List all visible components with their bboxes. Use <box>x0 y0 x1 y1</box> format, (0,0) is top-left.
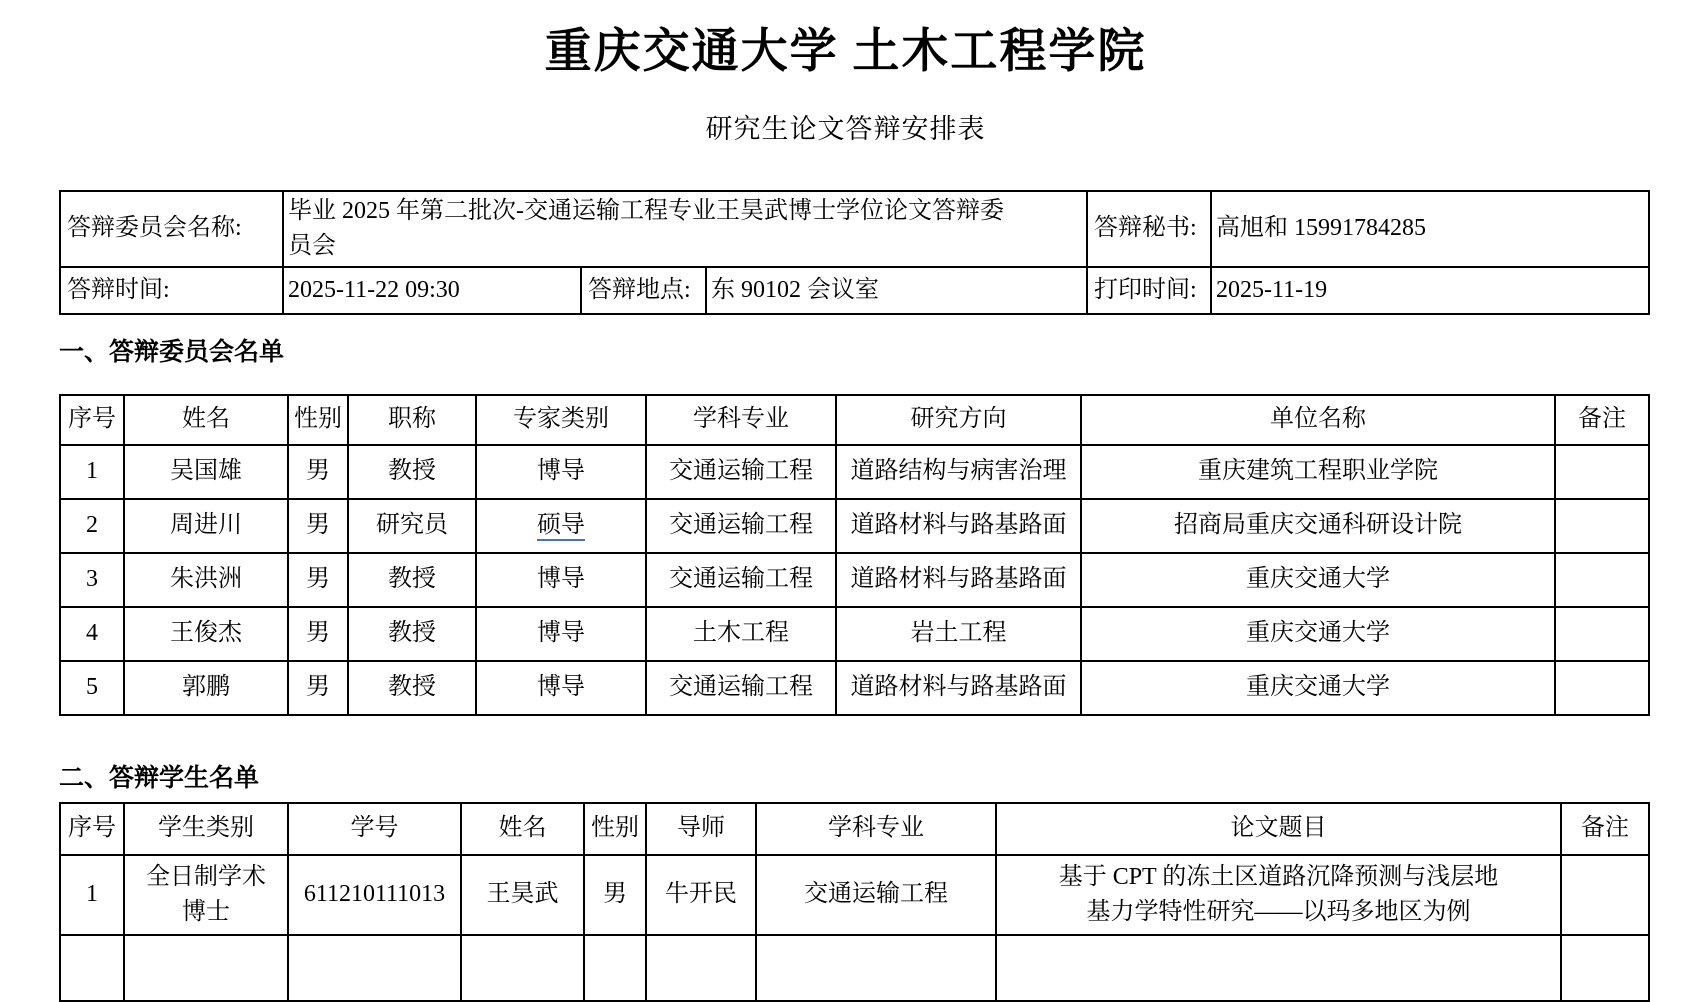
table-cell: 研究员 <box>348 499 476 553</box>
defense-time-value: 2025-11-22 09:30 <box>283 267 581 314</box>
table-cell: 道路材料与路基路面 <box>836 661 1081 715</box>
table-cell: 周进川 <box>124 499 288 553</box>
table-row <box>60 553 1649 607</box>
table-cell: 男 <box>584 855 646 935</box>
header-cell: 序号 <box>60 803 124 855</box>
table-cell: 重庆交通大学 <box>1081 553 1555 607</box>
header-cell: 学科专业 <box>756 803 996 855</box>
table-row <box>60 267 1649 314</box>
table-cell: 博导 <box>476 445 646 499</box>
table-cell: 道路材料与路基路面 <box>836 499 1081 553</box>
table-cell: 交通运输工程 <box>756 855 996 935</box>
committee-table <box>59 394 1650 716</box>
table-cell: 吴国雄 <box>124 445 288 499</box>
header-cell: 研究方向 <box>836 395 1081 445</box>
table-row <box>60 661 1649 715</box>
table-cell <box>584 935 646 1001</box>
header-cell: 学生类别 <box>124 803 288 855</box>
table-cell: 郭鹏 <box>124 661 288 715</box>
defense-location-label: 答辩地点: <box>581 267 706 314</box>
table-cell <box>124 855 288 935</box>
thesis-title-text: 基于 CPT 的冻土区道路沉降预测与浅层地基力学特性研究——以玛多地区为例 <box>1058 863 1499 925</box>
table-row <box>60 935 1649 1001</box>
table-cell: 博导 <box>476 553 646 607</box>
header-cell: 备注 <box>1561 803 1649 855</box>
table-cell <box>646 935 756 1001</box>
header-cell: 专家类别 <box>476 395 646 445</box>
table-cell <box>1555 661 1649 715</box>
table-cell: 交通运输工程 <box>646 445 836 499</box>
table-cell: 土木工程 <box>646 607 836 661</box>
table-cell: 男 <box>288 607 348 661</box>
table-row <box>60 855 1649 935</box>
table-row <box>60 607 1649 661</box>
table-cell: 道路结构与病害治理 <box>836 445 1081 499</box>
table-cell <box>1555 607 1649 661</box>
section-2-heading: 二、答辩学生名单 <box>59 763 260 792</box>
table-cell: 2 <box>60 499 124 553</box>
table-cell: 交通运输工程 <box>646 499 836 553</box>
table-cell: 牛开民 <box>646 855 756 935</box>
table-cell: 招商局重庆交通科研设计院 <box>1081 499 1555 553</box>
table-cell <box>996 855 1561 935</box>
print-time-value: 2025-11-19 <box>1211 267 1649 314</box>
table-cell: 男 <box>288 445 348 499</box>
table-cell <box>1561 935 1649 1001</box>
table-cell <box>60 935 124 1001</box>
print-time-label: 打印时间: <box>1087 267 1211 314</box>
table-cell: 朱洪洲 <box>124 553 288 607</box>
header-cell: 备注 <box>1555 395 1649 445</box>
header-cell: 学号 <box>288 803 461 855</box>
table-cell: 交通运输工程 <box>646 661 836 715</box>
table-cell: 王昊武 <box>461 855 584 935</box>
table-cell: 道路材料与路基路面 <box>836 553 1081 607</box>
table-cell: 教授 <box>348 607 476 661</box>
table-cell: 重庆建筑工程职业学院 <box>1081 445 1555 499</box>
secretary-value: 高旭和 15991784285 <box>1211 191 1649 267</box>
page-title: 重庆交通大学 土木工程学院 <box>544 26 1147 78</box>
header-cell: 导师 <box>646 803 756 855</box>
table-cell: 重庆交通大学 <box>1081 607 1555 661</box>
students-header-row <box>60 803 1649 855</box>
secretary-label: 答辩秘书: <box>1087 191 1211 267</box>
table-cell: 611210111013 <box>288 855 461 935</box>
header-cell: 性别 <box>584 803 646 855</box>
defense-info-table <box>59 190 1650 315</box>
table-cell: 岩土工程 <box>836 607 1081 661</box>
table-cell <box>756 935 996 1001</box>
table-row <box>60 499 1649 553</box>
table-cell: 1 <box>60 855 124 935</box>
table-cell <box>996 935 1561 1001</box>
header-cell: 序号 <box>60 395 124 445</box>
table-row <box>60 191 1649 267</box>
table-cell <box>1561 855 1649 935</box>
table-cell: 教授 <box>348 661 476 715</box>
table-cell: 5 <box>60 661 124 715</box>
students-table <box>59 802 1650 1002</box>
table-cell: 教授 <box>348 553 476 607</box>
header-cell: 姓名 <box>461 803 584 855</box>
table-cell <box>288 935 461 1001</box>
table-row <box>60 445 1649 499</box>
table-cell <box>1555 445 1649 499</box>
table-cell: 1 <box>60 445 124 499</box>
defense-time-label: 答辩时间: <box>60 267 283 314</box>
table-cell: 男 <box>288 661 348 715</box>
table-cell: 男 <box>288 499 348 553</box>
header-cell: 论文题目 <box>996 803 1561 855</box>
table-cell <box>476 499 646 553</box>
table-cell: 博导 <box>476 607 646 661</box>
header-cell: 职称 <box>348 395 476 445</box>
table-cell: 王俊杰 <box>124 607 288 661</box>
student-type-text: 全日制学术博士 <box>146 863 266 925</box>
header-cell: 姓名 <box>124 395 288 445</box>
committee-name-value <box>283 191 1087 267</box>
table-cell: 3 <box>60 553 124 607</box>
committee-name-label: 答辩委员会名称: <box>60 191 283 267</box>
committee-name-text: 毕业 2025 年第二批次-交通运输工程专业王昊武博士学位论文答辩委员会 <box>288 198 1004 259</box>
document-body <box>59 190 1648 1002</box>
page-subtitle: 研究生论文答辩安排表 <box>705 114 986 144</box>
table-cell <box>461 935 584 1001</box>
table-cell: 4 <box>60 607 124 661</box>
table-cell: 男 <box>288 553 348 607</box>
header-cell: 单位名称 <box>1081 395 1555 445</box>
table-cell <box>1555 499 1649 553</box>
header-cell: 性别 <box>288 395 348 445</box>
underlined-text: 硕导 <box>537 512 585 541</box>
table-cell: 博导 <box>476 661 646 715</box>
header-cell: 学科专业 <box>646 395 836 445</box>
defense-location-value: 东 90102 会议室 <box>706 267 1087 314</box>
table-cell <box>124 935 288 1001</box>
committee-header-row <box>60 395 1649 445</box>
table-cell: 教授 <box>348 445 476 499</box>
table-cell: 重庆交通大学 <box>1081 661 1555 715</box>
section-1-heading: 一、答辩委员会名单 <box>59 337 285 366</box>
table-cell <box>1555 553 1649 607</box>
table-cell: 交通运输工程 <box>646 553 836 607</box>
